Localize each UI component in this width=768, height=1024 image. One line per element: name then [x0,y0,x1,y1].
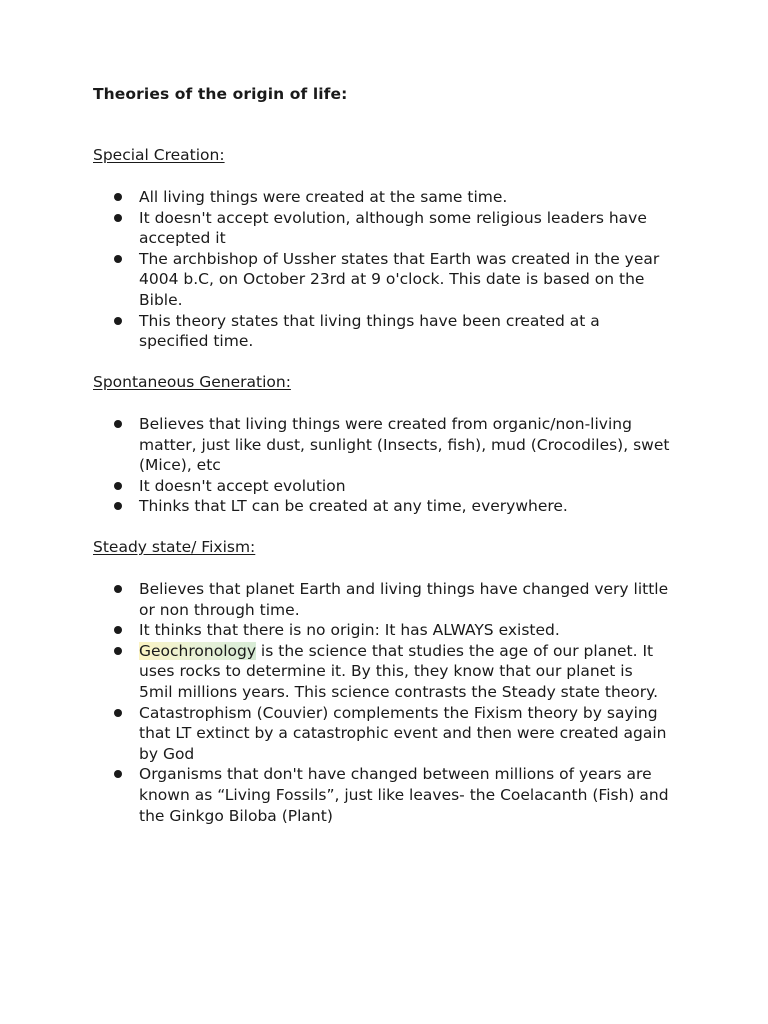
section-heading-spontaneous-generation: Spontaneous Generation: [93,373,291,391]
bullet-dot-icon [114,317,122,325]
list-item [111,476,671,497]
list-item [111,620,671,641]
bullet-dot-icon [114,709,122,717]
list-item [111,641,671,703]
list-item [111,579,671,620]
bullet-dot-icon [114,255,122,263]
bullet-dot-icon [114,482,122,490]
bullet-text: It thinks that there is no origin: It has ALWAYS existed. [139,621,560,640]
list-item [111,249,671,311]
list-item [111,187,671,208]
section-heading-special-creation: Special Creation: [93,146,225,164]
bullet-dot-icon [114,647,122,655]
section-heading-steady-state-fixism: Steady state/ Fixism: [93,538,256,556]
bullet-dot-icon [114,193,122,201]
highlighted-term: Geochronology [139,641,256,660]
bullet-text: Thinks that LT can be created at any time, everywhere. [139,497,568,516]
list-item [111,496,671,517]
bullet-text: Catastrophism (Couvier) complements the Fixism theory by saying that LT extinct by a catastrophic event and then were created again by God [139,703,667,763]
bullet-dot-icon [114,502,122,510]
bullet-text: It doesn't accept evolution [139,476,346,495]
list-item [111,311,671,352]
bullet-text: Believes that planet Earth and living things have changed very little or non through time. [139,580,669,619]
bullet-text: is the science that studies the age of our planet. It uses rocks to determine it. By this, they know that our planet is 5mil millions years. This science contrasts the Steady state theory. [139,641,659,701]
bullet-dot-icon [114,214,122,222]
bullet-text: This theory states that living things have been created at a specified time. [139,311,600,351]
bullet-dot-icon [114,770,122,778]
bullet-text: The archbishop of Ussher states that Earth was created in the year 4004 b.C, on October 23rd at 9 o'clock. This date is based on the Bible. [139,249,660,309]
bullet-dot-icon [114,626,122,634]
bullet-text: Organisms that don't have changed between millions of years are known as “Living Fossils”, just like leaves- the Coelacanth (Fish) and the Ginkgo Biloba (Plant) [139,765,669,825]
bullet-text: It doesn't accept evolution, although some religious leaders have accepted it [139,208,647,248]
bullet-dot-icon [114,585,122,593]
list-item [111,764,671,826]
bullet-text: All living things were created at the same time. [139,188,508,206]
list-item [111,703,671,765]
bullet-list-special-creation [111,187,671,352]
bullet-list-spontaneous-generation [111,414,671,517]
list-item [111,208,671,249]
list-item [111,414,671,476]
document-title: Theories of the origin of life: [93,85,348,103]
bullet-text: Believes that living things were created from organic/non-living matter, just like dust, sunlight (Insects, fish), mud (Crocodiles), swet (Mice), etc [139,415,670,475]
bullet-dot-icon [114,420,122,428]
bullet-list-steady-state-fixism [111,579,671,826]
